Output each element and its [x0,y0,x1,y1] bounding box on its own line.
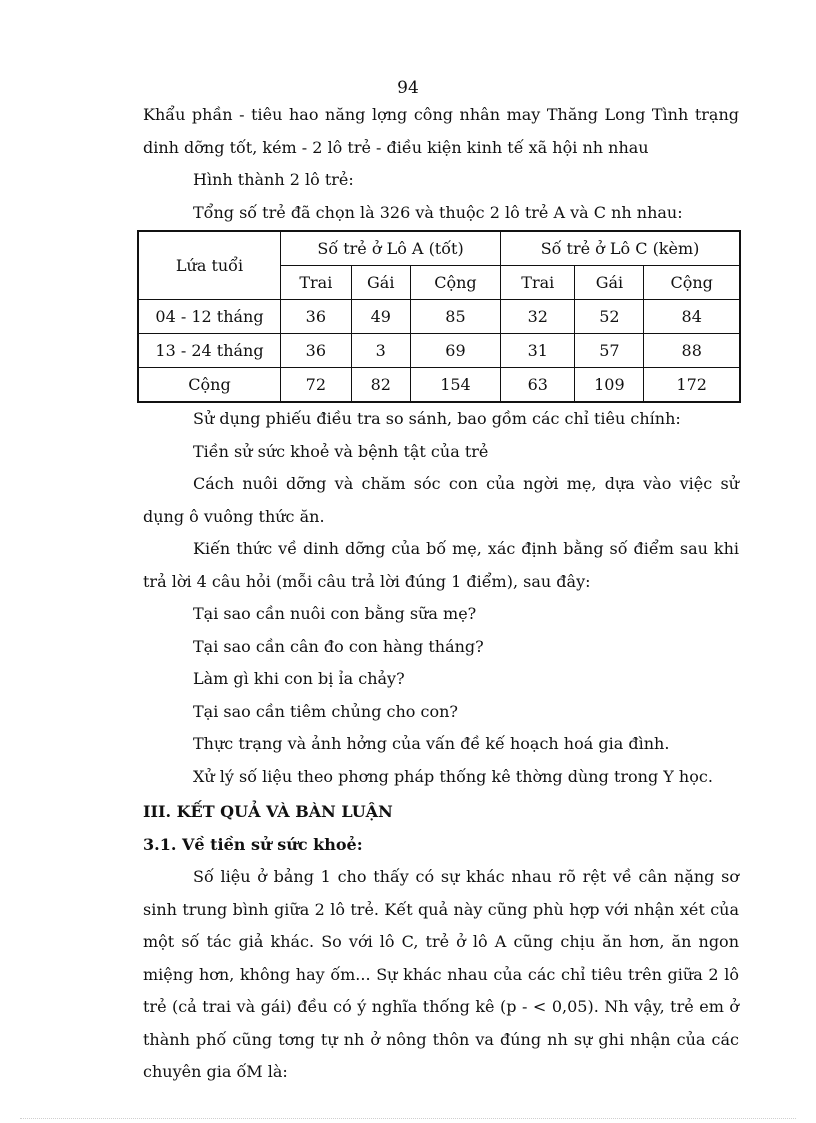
table-cell: 31 [501,334,575,368]
question-2: Tại sao cần cân đo con hàng tháng? [193,636,484,656]
page-bottom-divider [20,1118,796,1119]
table-cell: 49 [351,300,410,334]
row-label: 04 - 12 tháng [138,300,281,334]
table-cell: 82 [351,368,410,403]
table-header-row [138,231,740,266]
table-cell: 109 [575,368,644,403]
table-cell: 3 [351,334,410,368]
results-subheading: 3.1. Về tiền sử sức khoẻ: [143,834,363,854]
table-cell: 88 [644,334,740,368]
sub-header-cell: Gái [351,266,410,300]
table-cell: 69 [410,334,500,368]
page-number: 94 [397,78,419,98]
question-4: Tại sao cần tiêm chủng cho con? [193,701,458,721]
form-groups-text: Hình thành 2 lô trẻ: [193,170,354,189]
question-3: Làm gì khi con bị ỉa chảy? [193,669,405,688]
table-cell: 52 [575,300,644,334]
table-cell: 84 [644,300,740,334]
question-1: Tại sao cần nuôi con bằng sữa mẹ? [193,604,477,623]
health-history-text: Tiền sử sức khoẻ và bệnh tật của trẻ [193,441,489,461]
group-c-header: Số trẻ ở Lô C (kèm) [501,231,740,266]
results-paragraph: Số liệu ở bảng 1 cho thấy có sự khác nhau rõ rệt về cân nặng sơ sinh trung bình giữa 2 lô trẻ. Kết quả này cũng phù hợp với nhận xét của một số tác giả khác. So với lô C, trẻ ở lô A cũng chịu ăn hơn, ăn ngon miệng hơn, không hay ốm... Sự khác nhau của các chỉ tiêu trên giữa 2 lô trẻ (cả trai và gái) đều có ý nghĩa thống kê (p - < 0,05). Nh vậy, trẻ em ở thành phố cũng tơng tự nh ở nông thôn va đúng nh sự ghi nhận của các chuyên gia ốM là: [143,867,739,1081]
age-header: Lứa tuổi [138,231,281,300]
document-body [143,99,739,1089]
table-cell: 32 [501,300,575,334]
results-heading: III. KẾT QUẢ VÀ BÀN LUẬN [143,802,393,821]
table-total-row [138,368,740,403]
row-label: 13 - 24 tháng [138,334,281,368]
sub-header-cell: Gái [575,266,644,300]
sub-header-cell: Cộng [644,266,740,300]
children-groups-table [137,230,741,403]
family-planning-text: Thực trạng và ảnh hởng của vấn đề kế hoạch hoá gia đình. [193,734,670,753]
knowledge-text: Kiến thức về dinh dỡng của bố mẹ, xác định bằng số điểm sau khi trả lời 4 câu hỏi (mỗi câu trả lời đúng 1 điểm), sau đây: [143,539,739,591]
questionnaire-text: Sử dụng phiếu điều tra so sánh, bao gồm các chỉ tiêu chính: [193,409,681,428]
table-cell: 63 [501,368,575,403]
group-a-header: Số trẻ ở Lô A (tốt) [281,231,501,266]
sub-header-cell: Cộng [410,266,500,300]
table-cell: 172 [644,368,740,403]
table-row [138,334,740,368]
statistics-text: Xử lý số liệu theo phơng pháp thống kê thờng dùng trong Y học. [193,766,713,786]
sub-header-cell: Trai [501,266,575,300]
table-cell: 154 [410,368,500,403]
intro-line-2: dinh dỡng tốt, kém - 2 lô trẻ - điều kiện kinh tế xã hội nh nhau [143,137,649,157]
sub-header-cell: Trai [281,266,352,300]
table-cell: 36 [281,300,352,334]
table-cell: 85 [410,300,500,334]
table-cell: 57 [575,334,644,368]
table-cell: 36 [281,334,352,368]
total-children-text: Tổng số trẻ đã chọn là 326 và thuộc 2 lô trẻ A và C nh nhau: [193,202,683,222]
table-cell: 72 [281,368,352,403]
row-label: Cộng [138,368,281,403]
intro-line-1: Khẩu phần - tiêu hao năng lợng công nhân may Thăng Long Tình trạng [143,105,739,124]
table-row [138,300,740,334]
feeding-text: Cách nuôi dỡng và chăm sóc con của ngời mẹ, dựa vào việc sử dụng ô vuông thức ăn. [143,474,739,526]
